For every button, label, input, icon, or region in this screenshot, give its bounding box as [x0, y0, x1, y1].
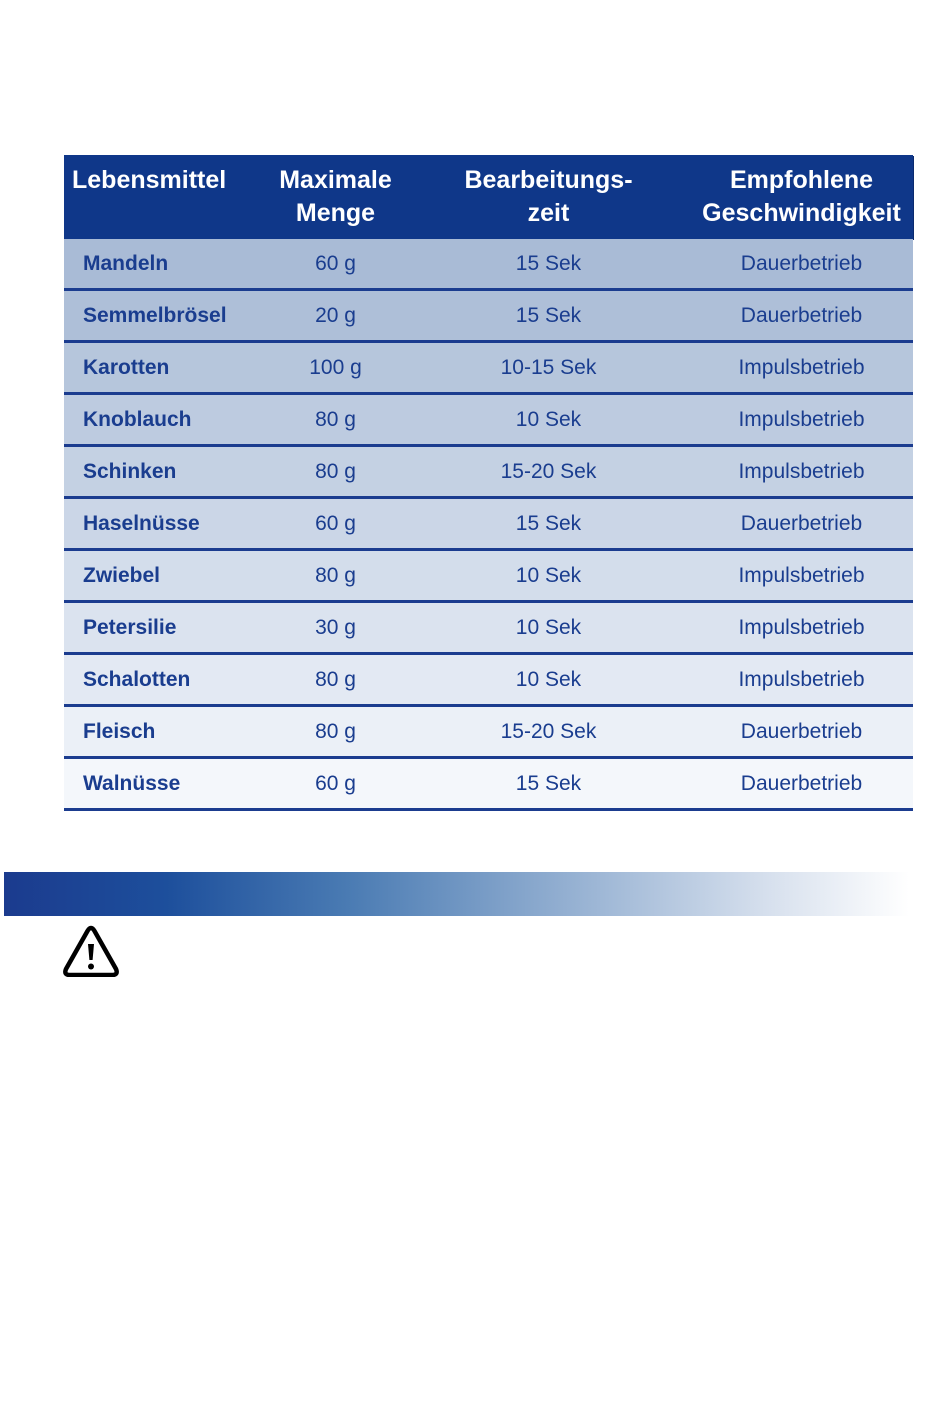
cell-speed: Dauerbetrieb: [740, 771, 863, 795]
cell-speed: Impulsbetrieb: [738, 459, 865, 483]
header-max-amount: Maximale Menge: [279, 166, 392, 227]
cell-amount: 80 g: [315, 667, 356, 691]
table-row: [64, 343, 913, 395]
cell-food: Semmelbrösel: [83, 303, 227, 327]
header-food: Lebensmittel: [72, 166, 227, 194]
cell-time: 15 Sek: [515, 251, 582, 275]
cell-time: 15-20 Sek: [500, 719, 597, 743]
cell-food: Walnüsse: [83, 771, 181, 795]
food-processing-table: [64, 155, 913, 811]
cell-food: Zwiebel: [83, 563, 161, 587]
cell-food: Schinken: [83, 459, 177, 483]
cell-speed: Dauerbetrieb: [740, 719, 863, 743]
cell-time: 10 Sek: [515, 563, 582, 587]
cell-food: Petersilie: [83, 615, 177, 639]
cell-speed: Impulsbetrieb: [738, 667, 865, 691]
section-banner: [4, 872, 909, 916]
cell-food: Schalotten: [83, 667, 191, 691]
cell-time: 10 Sek: [515, 407, 582, 431]
cell-time: 10 Sek: [515, 667, 582, 691]
cell-food: Mandeln: [83, 251, 169, 275]
cell-amount: 20 g: [315, 303, 356, 327]
cell-amount: 100 g: [309, 355, 362, 379]
cell-food: Fleisch: [83, 719, 156, 743]
cell-food: Haselnüsse: [83, 511, 200, 535]
cell-time: 10 Sek: [515, 615, 582, 639]
cell-amount: 60 g: [315, 511, 356, 535]
cell-speed: Impulsbetrieb: [738, 407, 865, 431]
cell-time: 15-20 Sek: [500, 459, 597, 483]
table-row: [64, 655, 913, 707]
header-speed: Empfohlene Geschwindigkeit: [702, 166, 901, 227]
table-row: [64, 447, 913, 499]
cell-speed: Impulsbetrieb: [738, 563, 865, 587]
cell-time: 15 Sek: [515, 303, 582, 327]
header-processing-time: Bearbeitungs- zeit: [464, 166, 633, 227]
table-row: [64, 707, 913, 759]
cell-time: 10-15 Sek: [500, 355, 597, 379]
cell-food: Knoblauch: [83, 407, 192, 431]
cell-amount: 80 g: [315, 563, 356, 587]
cell-speed: Dauerbetrieb: [740, 511, 863, 535]
cell-time: 15 Sek: [515, 511, 582, 535]
table-row: [64, 499, 913, 551]
table-row: [64, 291, 913, 343]
warning-triangle-icon: [63, 925, 119, 977]
cell-speed: Dauerbetrieb: [740, 251, 863, 275]
cell-food: Karotten: [83, 355, 170, 379]
table-row: [64, 239, 913, 291]
cell-amount: 60 g: [315, 251, 356, 275]
cell-amount: 80 g: [315, 719, 356, 743]
table-row: [64, 759, 913, 811]
cell-amount: 80 g: [315, 459, 356, 483]
table-row: [64, 603, 913, 655]
cell-time: 15 Sek: [515, 771, 582, 795]
table-header: [64, 155, 913, 239]
cell-amount: 80 g: [315, 407, 356, 431]
cell-speed: Impulsbetrieb: [738, 615, 865, 639]
table-row: [64, 551, 913, 603]
cell-amount: 60 g: [315, 771, 356, 795]
cell-speed: Impulsbetrieb: [738, 355, 865, 379]
cell-amount: 30 g: [315, 615, 356, 639]
cell-speed: Dauerbetrieb: [740, 303, 863, 327]
table-row: [64, 395, 913, 447]
